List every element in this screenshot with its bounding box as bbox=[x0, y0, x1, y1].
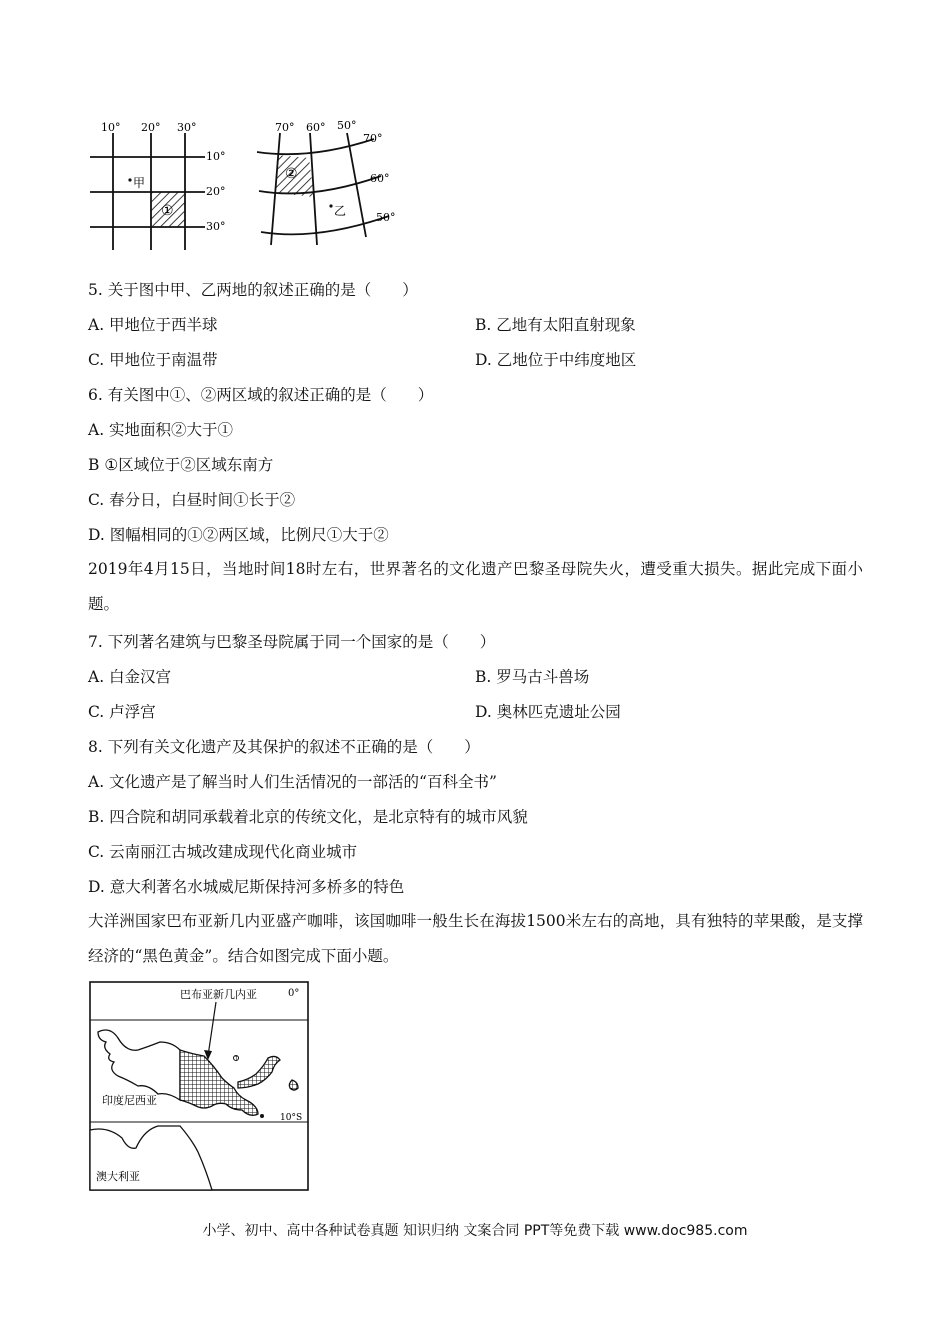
question-6-option-c: C. 春分日，白昼时间①长于② bbox=[88, 491, 296, 509]
question-7-option-c: C. 卢浮宫 bbox=[88, 703, 156, 721]
question-5-stem: 5. 关于图中甲、乙两地的叙述正确的是（ ） bbox=[88, 281, 418, 299]
lat-10s-label: 10°S bbox=[280, 1113, 303, 1123]
question-7-option-b: B. 罗马古斗兽场 bbox=[475, 668, 590, 686]
page-footer: 小学、初中、高中各种试卷真题 知识归纳 文案合同 PPT等免费下载 www.doc985.com bbox=[202, 1223, 748, 1239]
grid-top-label: 30° bbox=[177, 121, 197, 134]
grid-top-label: 10° bbox=[101, 121, 121, 134]
small-island bbox=[234, 1056, 239, 1061]
small-island bbox=[260, 1114, 264, 1118]
question-6-option-b: B ①区域位于②区域东南方 bbox=[88, 456, 274, 474]
arc-top-label: 50° bbox=[337, 119, 357, 132]
grid-top-label: 20° bbox=[141, 121, 161, 134]
australia-label: 澳大利亚 bbox=[96, 1170, 140, 1183]
arc-right-label: 60° bbox=[370, 172, 390, 185]
indonesia-label: 印度尼西亚 bbox=[102, 1094, 157, 1107]
region-1-label: ① bbox=[161, 203, 174, 219]
question-6-stem: 6. 有关图中①、②两区域的叙述正确的是（ ） bbox=[88, 386, 434, 404]
lat-0-label: 0° bbox=[288, 988, 300, 999]
grid-right-label: 20° bbox=[206, 185, 226, 198]
grid-right-label: 30° bbox=[206, 220, 226, 233]
question-8-option-a: A. 文化遗产是了解当时人们生活情况的一部活的“百科全书” bbox=[88, 773, 497, 791]
point-yi-label: 乙 bbox=[334, 204, 347, 218]
question-7-option-d: D. 奥林匹克遗址公园 bbox=[475, 703, 621, 721]
question-5-option-c: C. 甲地位于南温带 bbox=[88, 351, 218, 369]
point-yi-dot bbox=[329, 204, 332, 207]
point-jia-dot bbox=[128, 178, 131, 181]
question-5-option-b: B. 乙地有太阳直射现象 bbox=[475, 316, 636, 334]
grid-right-label: 10° bbox=[206, 150, 226, 163]
point-jia-label: 甲 bbox=[133, 176, 146, 190]
question-5-option-a: A. 甲地位于西半球 bbox=[88, 316, 218, 334]
arc-grid-map bbox=[257, 133, 389, 245]
latitude-longitude-figure bbox=[85, 115, 415, 250]
arc-right-label: 70° bbox=[363, 132, 383, 145]
passage-papua-coffee: 大洋洲国家巴布亚新几内亚盛产咖啡，该国咖啡一般生长在海拔1500米左右的高地，具有独特的苹果酸，是支撑经济的“黑色黄金”。结合如图完成下面小题。 bbox=[88, 912, 863, 965]
question-7-stem: 7. 下列著名建筑与巴黎圣母院属于同一个国家的是（ ） bbox=[88, 633, 496, 651]
question-8-option-d: D. 意大利著名水城威尼斯保持河多桥多的特色 bbox=[88, 878, 405, 896]
question-6-option-a: A. 实地面积②大于① bbox=[88, 421, 234, 439]
arc-right-label: 50° bbox=[376, 211, 396, 224]
question-8-stem: 8. 下列有关文化遗产及其保护的叙述不正确的是（ ） bbox=[88, 738, 480, 756]
question-8-option-b: B. 四合院和胡同承载着北京的传统文化，是北京特有的城市风貌 bbox=[88, 808, 528, 826]
papua-new-guinea-map bbox=[88, 980, 313, 1195]
rectangular-grid-map bbox=[90, 133, 205, 250]
question-5-option-d: D. 乙地位于中纬度地区 bbox=[475, 351, 637, 369]
passage-notre-dame: 2019年4月15日，当地时间18时左右，世界著名的文化遗产巴黎圣母院失火，遭受重大损失。据此完成下面小题。 bbox=[88, 560, 863, 613]
question-7-option-a: A. 白金汉宫 bbox=[88, 668, 172, 686]
arc-top-label: 60° bbox=[306, 121, 326, 134]
question-6-option-d: D. 图幅相同的①②两区域，比例尺①大于② bbox=[88, 526, 389, 544]
arc-top-label: 70° bbox=[275, 121, 295, 134]
region-2-label: ② bbox=[285, 166, 298, 182]
question-8-option-c: C. 云南丽江古城改建成现代化商业城市 bbox=[88, 843, 358, 861]
png-label: 巴布亚新几内亚 bbox=[180, 988, 257, 1001]
